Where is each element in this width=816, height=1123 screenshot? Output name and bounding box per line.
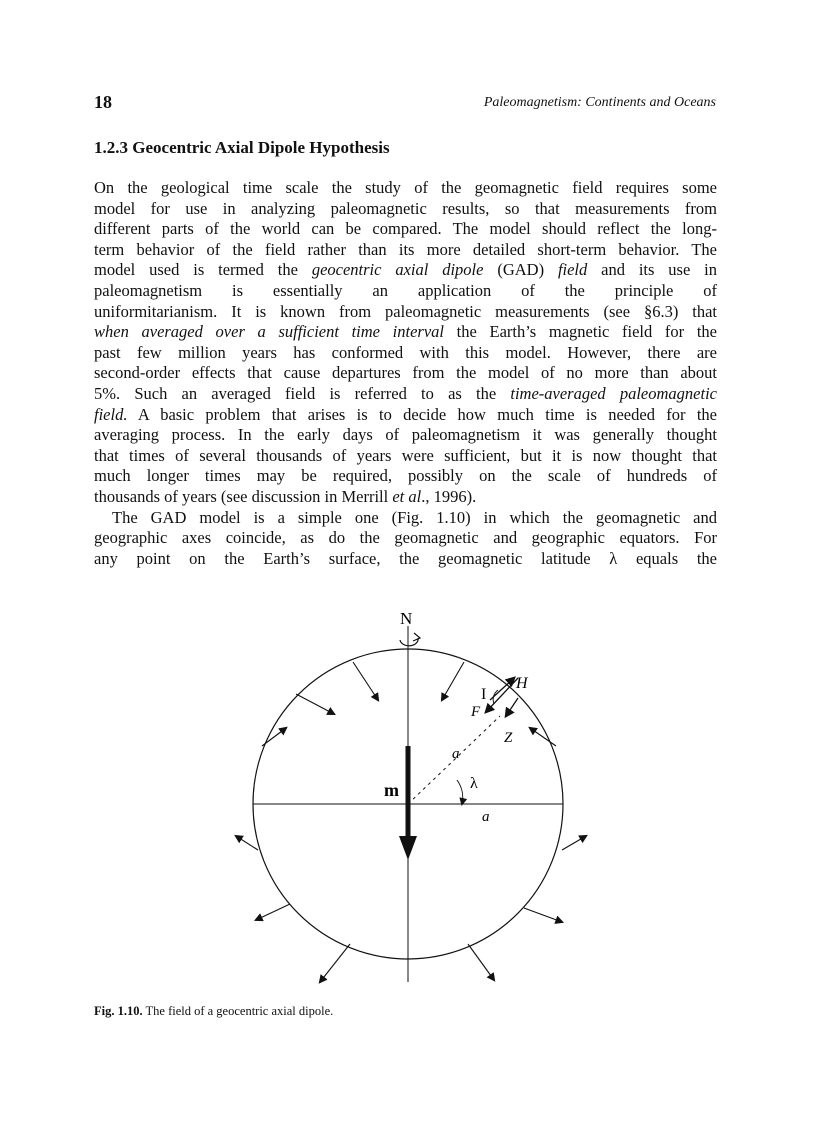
text-line: term behavior of the field rather than its more detailed short-term behavior. The <box>94 239 717 259</box>
running-head: Paleomagnetism: Continents and Oceans <box>483 95 716 110</box>
caption-label: Fig. 1.10. <box>94 1004 143 1018</box>
text-line: uniformitarianism. It is known from paleomagnetic measurements (see §6.3) that <box>94 301 717 321</box>
text-line <box>94 322 717 343</box>
north-label: N <box>400 609 413 628</box>
text-line: second-order effects that cause departures from the model of no more than about <box>94 363 717 383</box>
dipole-arrowhead-icon <box>399 836 417 860</box>
body-text <box>94 178 717 569</box>
total-field-arrow <box>486 678 518 712</box>
equatorial-radius-label: a <box>482 809 490 825</box>
text-run: A basic problem that arises is to decide how much time is needed for the <box>127 404 717 424</box>
field-arrow <box>562 836 586 850</box>
field-arrow <box>256 904 290 920</box>
vertical-component-arrow <box>506 698 518 716</box>
field-arrow <box>262 728 286 746</box>
text-line <box>94 384 717 405</box>
field-arrow <box>468 944 494 980</box>
rotation-arrow-icon <box>400 638 418 646</box>
page-header <box>94 92 716 116</box>
text-line <box>94 260 717 281</box>
text-line: paleomagnetism is essentially an application of the principle of <box>94 280 717 300</box>
caption-text: The field of a geocentric axial dipole. <box>142 1004 334 1018</box>
text-line <box>94 405 717 426</box>
text-line: The GAD model is a simple one (Fig. 1.10) in which the geomagnetic and <box>112 507 717 527</box>
emphasis: field. <box>94 404 128 424</box>
field-arrow <box>442 662 464 700</box>
text-run: model used is termed the <box>94 260 312 280</box>
rotation-arrowhead-icon <box>413 633 420 641</box>
emphasis: et al <box>392 486 422 506</box>
text-line: averaging process. In the early days of paleomagnetism it was generally thought <box>94 425 717 445</box>
emphasis: time-averaged paleomagnetic <box>510 383 717 403</box>
text-line: past few million years has conformed with this model. However, there are <box>94 342 717 362</box>
field-arrow <box>236 836 258 850</box>
text-run: 5%. Such an averaged field is referred to as the <box>94 383 511 403</box>
field-arrow <box>530 728 556 746</box>
horizontal-component-label: H <box>516 675 528 692</box>
text-line: geographic axes coincide, as do the geomagnetic and geographic equators. For <box>94 528 717 548</box>
radius-label: a <box>452 746 460 762</box>
text-line: much longer times may be required, possibly on the scale of hundreds of <box>94 466 717 486</box>
dipole-moment-label: m <box>384 780 399 800</box>
field-arrow <box>353 662 378 700</box>
figure-caption <box>94 1004 333 1019</box>
text-line: any point on the Earth’s surface, the geomagnetic latitude λ equals the <box>94 548 717 568</box>
emphasis: geocentric axial dipole <box>311 260 484 280</box>
text-line: model for use in analyzing paleomagnetic results, so that measurements from <box>94 198 717 218</box>
text-run: the Earth’s magnetic field for the <box>444 322 717 342</box>
text-run: ., 1996). <box>421 486 477 506</box>
text-run: thousands of years (see discussion in Merrill <box>94 486 393 506</box>
dipole-figure <box>228 608 588 998</box>
field-arrow <box>296 694 334 714</box>
latitude-angle-arc <box>457 780 463 804</box>
text-run: and its use in <box>587 260 717 280</box>
dipole-diagram <box>228 608 588 998</box>
text-run: (GAD) <box>483 260 558 280</box>
vertical-component-label: Z <box>504 730 513 746</box>
page-number: 18 <box>94 92 112 112</box>
text-line: that times of several thousands of years were sufficient, but it is now thought that <box>94 445 717 465</box>
text-line: On the geological time scale the study of the geomagnetic field requires some <box>94 178 717 197</box>
field-arrow <box>320 944 350 982</box>
text-line: different parts of the world can be compared. The model should reflect the long- <box>94 219 717 239</box>
inclination-label: I <box>481 686 487 703</box>
section-title: 1.2.3 Geocentric Axial Dipole Hypothesis <box>94 138 390 157</box>
field-arrow <box>524 908 562 922</box>
emphasis: field <box>557 260 588 280</box>
latitude-label: λ <box>470 775 478 792</box>
emphasis: when averaged over a sufficient time interval <box>94 322 444 342</box>
text-line <box>94 487 717 508</box>
total-field-label: F <box>471 704 481 720</box>
